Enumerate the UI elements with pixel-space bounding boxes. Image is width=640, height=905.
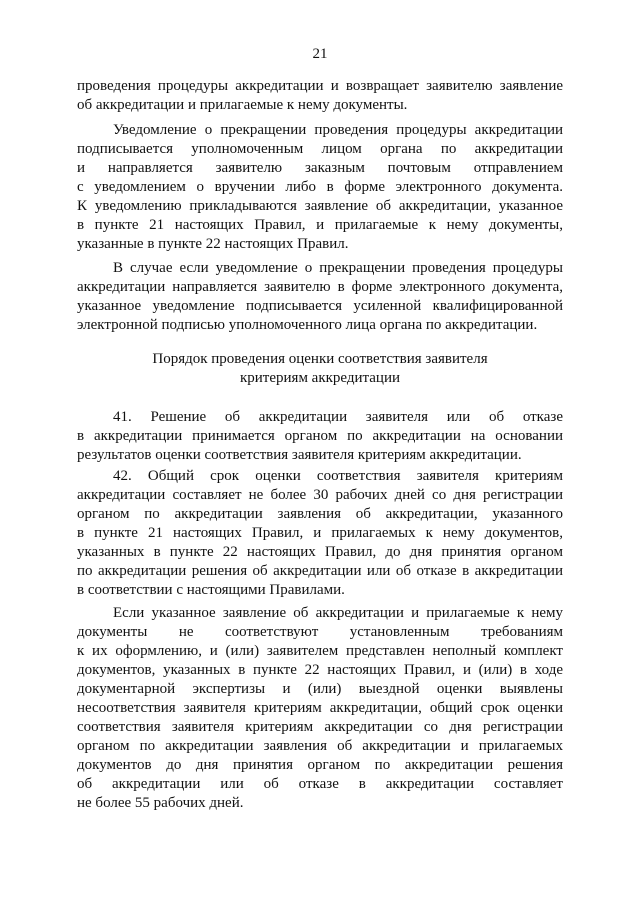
paragraph-line: к их оформлению, и (или) заявителем представлен неполный комплект <box>77 643 563 659</box>
paragraph-line: несоответствия заявителя критериям аккредитации, общий срок оценки <box>77 700 563 716</box>
paragraph-line: результатов оценки соответствия заявителя критериям аккредитации. <box>77 447 522 463</box>
paragraph-line: в аккредитации принимается органом по аккредитации на основании <box>77 428 563 444</box>
paragraph-line: аккредитации составляет не более 30 рабочих дней со дня регистрации <box>77 487 563 503</box>
paragraph-line: в пункте 21 настоящих Правил, и прилагаемые к нему документы, <box>77 217 563 233</box>
paragraph-line: об аккредитации и прилагаемые к нему документы. <box>77 97 408 113</box>
paragraph-line: указанные в пункте 22 настоящих Правил. <box>77 236 349 252</box>
paragraph-line: об аккредитации или об отказе в аккредитации составляет <box>77 776 563 792</box>
paragraph-line: документарной экспертизы и (или) выездной оценки выявлены <box>77 681 563 697</box>
page-number: 21 <box>312 46 328 62</box>
paragraph-line: в соответствии с настоящими Правилами. <box>77 582 345 598</box>
section-heading: Порядок проведения оценки соответствия заявителя <box>152 351 488 367</box>
paragraph-line: соответствия заявителя критериям аккредитации со дня регистрации <box>77 719 563 735</box>
paragraph-line: К уведомлению прикладываются заявление об аккредитации, указанное <box>77 198 563 214</box>
paragraph-line: с уведомлением о вручении либо в форме электронного документа. <box>77 179 563 195</box>
paragraph-line: 42. Общий срок оценки соответствия заявителя критериям <box>113 468 563 484</box>
paragraph-line: по аккредитации решения об аккредитации или об отказе в аккредитации <box>77 563 563 579</box>
paragraph-line: указанное уведомление подписывается усиленной квалифицированной <box>77 298 563 314</box>
paragraph-line: Уведомление о прекращении проведения процедуры аккредитации <box>113 122 563 138</box>
paragraph-line: и направляется заявителю заказным почтовым отправлением <box>77 160 563 176</box>
paragraph-line: электронной подписью уполномоченного лица органа по аккредитации. <box>77 317 538 333</box>
paragraph-line: не более 55 рабочих дней. <box>77 795 244 811</box>
paragraph-line: аккредитации направляется заявителю в форме электронного документа, <box>77 279 563 295</box>
paragraph-line: документов, указанных в пункте 22 настоящих Правил, и (или) в ходе <box>77 662 563 678</box>
paragraph-line: документов до дня принятия органом по аккредитации решения <box>77 757 563 773</box>
section-heading: критериям аккредитации <box>239 370 401 386</box>
paragraph-line: в пункте 21 настоящих Правил, и прилагаемых к нему документов, <box>77 525 563 541</box>
paragraph-line: документы не соответствуют установленным требованиям <box>77 624 563 640</box>
paragraph-line: 41. Решение об аккредитации заявителя или об отказе <box>113 409 563 425</box>
paragraph-line: проведения процедуры аккредитации и возвращает заявителю заявление <box>77 78 563 94</box>
paragraph-line: Если указанное заявление об аккредитации и прилагаемые к нему <box>113 605 563 621</box>
paragraph-line: органом по аккредитации заявления об аккредитации и прилагаемых <box>77 738 563 754</box>
paragraph-line: подписывается уполномоченным лицом органа по аккредитации <box>77 141 563 157</box>
paragraph-line: В случае если уведомление о прекращении проведения процедуры <box>113 260 563 276</box>
paragraph-line: органом по аккредитации заявления об аккредитации, указанного <box>77 506 563 522</box>
paragraph-line: указанных в пункте 22 настоящих Правил, до дня принятия органом <box>77 544 563 560</box>
